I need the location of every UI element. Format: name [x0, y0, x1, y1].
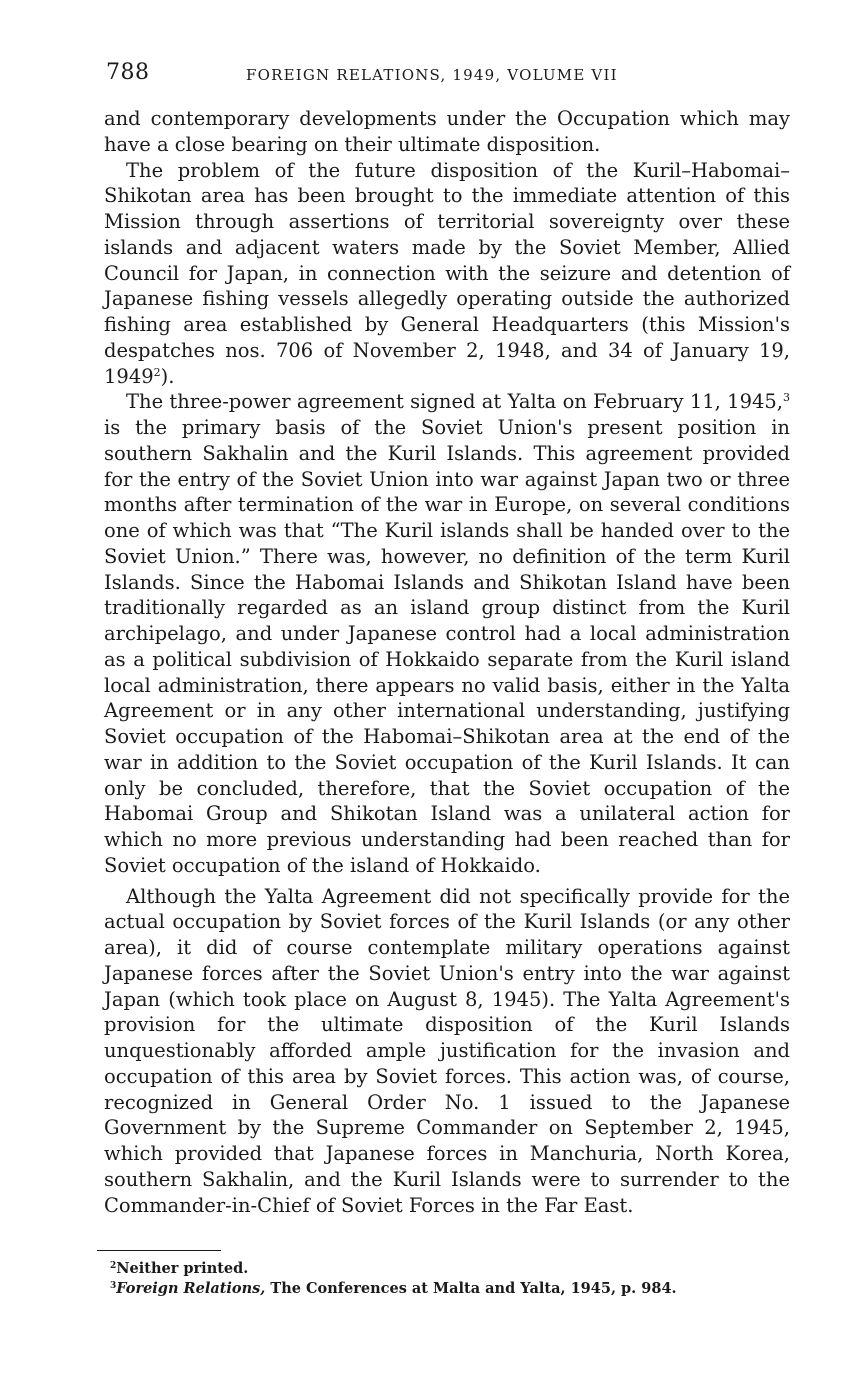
footnote-3	[110, 1279, 790, 1299]
footnote-divider	[97, 1250, 221, 1251]
paragraph-text: The problem of the future disposition of the Kuril–Habomai–Shikotan area has been brought to the immediate attention of this Mission through assertions of territorial sovereignty over these islands and adjacent waters made by the Soviet Member, Allied Council for Japan, in connection with the seizure and detention of Japanese fishing vessels allegedly operating outside the authorized fishing area established by General Headquarters (this Mission's despatches nos. 706 of November 2, 1948, and 34 of January 19, 1949	[104, 158, 790, 388]
footnote-2	[110, 1259, 790, 1279]
running-head: FOREIGN RELATIONS, 1949, VOLUME VII	[246, 66, 618, 84]
footnote-ref-2: 2	[153, 365, 161, 379]
paragraph-text: The three-power agreement signed at Yalta on February 11, 1945,	[126, 390, 783, 414]
page-header	[106, 60, 796, 90]
paragraph-yalta-agreement	[104, 389, 790, 878]
footnote-mark: 3	[110, 1281, 117, 1291]
paragraph-text-end: ).	[160, 364, 175, 388]
body-text	[104, 106, 790, 1218]
paragraph-continuation: and contemporary developments under the Occupation which may have a close bearing on their ultimate disposition.	[104, 107, 790, 156]
footnote-ref-3: 3	[783, 391, 790, 405]
paragraph-text-cont: is the primary basis of the Soviet Union's present position in southern Sakhalin and the Kuril Islands. This agreement provided for the entry of the Soviet Union into war against Japan two or three months after termination of the war in Europe, on several conditions one of which was that “The Kuril islands shall be handed over to the Soviet Union.” There was, however, no definition of the term Kuril Islands. Since the Habomai Islands and Shikotan Island have been traditionally regarded as an island group distinct from the Kuril archipelago, and under Japanese control had a local administration as a political subdivision of Hokkaido separate from the Kuril island local administration, there appears no valid basis, either in the Yalta Agreement or in any other international understanding, justifying Soviet occupation of the Habomai–Shikotan area at the end of the war in addition to the Soviet occupation of the Kuril Islands. It can only be concluded, therefore, that the Soviet occupation of the Habomai Group and Shikotan Island was a unilateral action for which no more previous understanding had been reached than for Soviet occupation of the island of Hokkaido.	[104, 416, 790, 877]
footnote-title: Foreign Relations,	[116, 1280, 266, 1297]
footnote-text: Neither printed.	[116, 1260, 249, 1277]
footnote-text: The Conferences at Malta and Yalta, 1945, p. 984.	[265, 1280, 677, 1297]
paragraph-kuril-habomai-problem	[104, 158, 790, 390]
footnote-mark: 2	[110, 1261, 117, 1271]
paragraph-occupation: Although the Yalta Agreement did not specifically provide for the actual occupation by Soviet forces of the Kuril Islands (or any other area), it did of course contemplate military operations against Japanese forces after the Soviet Union's entry into the war against Japan (which took place on August 8, 1945). The Yalta Agreement's provision for the ultimate disposition of the Kuril Islands unquestionably afforded ample justification for the invasion and occupation of this area by Soviet forces. This action was, of course, recognized in General Order No. 1 issued to the Japanese Government by the Supreme Commander on September 2, 1945, which provided that Japanese forces in Manchuria, North Korea, southern Sakhalin, and the Kuril Islands were to surrender to the Commander-in-Chief of Soviet Forces in the Far East.	[104, 884, 790, 1217]
page-number: 788	[106, 60, 150, 85]
footnotes	[110, 1259, 790, 1299]
